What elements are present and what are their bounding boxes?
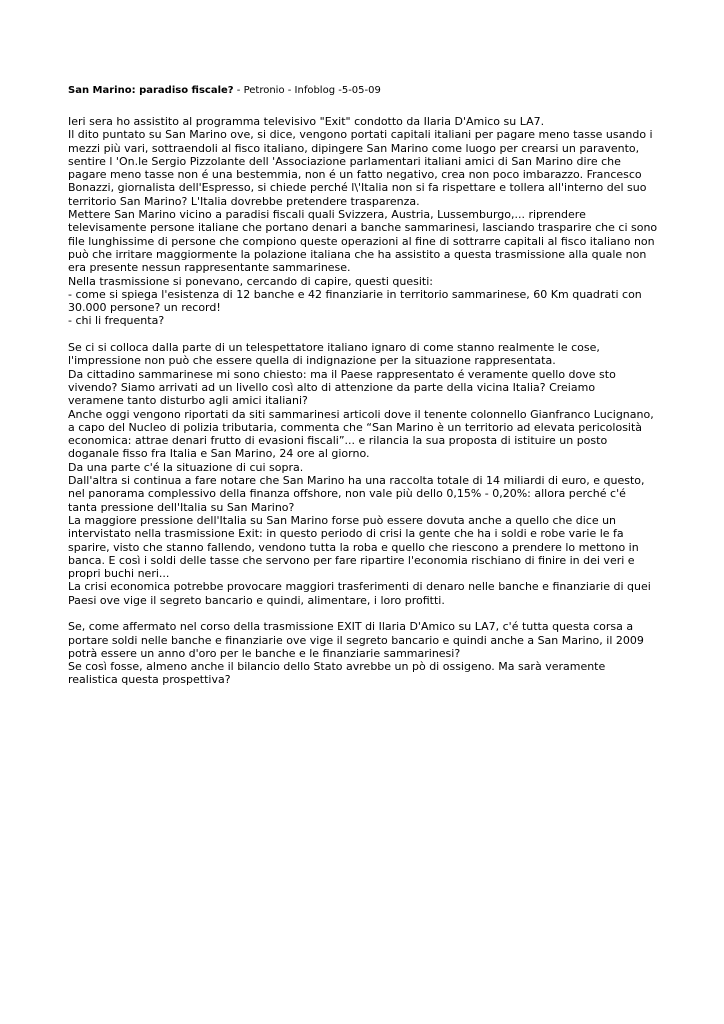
text-line: - chi li frequenta? [68,314,165,328]
text-line: portare soldi nelle banche e finanziarie ove vige il segreto bancario e quindi anche a San Marino, il 2009 [68,633,644,647]
paragraph-spacer [68,607,660,620]
text-line: Anche oggi vengono riportati da siti sammarinesi articoli dove il tenente colonnello Gianfranco Lucignano, [68,407,654,421]
text-line: a capo del Nucleo di polizia tributaria, commenta che “San Marino è un territorio ad elevata pericolosità [68,420,643,434]
article-header [68,84,660,97]
text-line: l'impressione non può che essere quella di indignazione per la situazione rappresentata. [68,354,556,368]
text-line: - come si spiega l'esistenza di 12 banche e 42 finanziarie in territorio sammarinese, 60 Km quadrati con [68,287,642,301]
text-line: mezzi più vari, sottraendoli al fisco italiano, dipingere San Marino come luogo per crearsi un paravento, [68,141,640,155]
text-line: Da una parte c'é la situazione di cui sopra. [68,460,304,474]
text-line: La crisi economica potrebbe provocare maggiori trasferimenti di denaro nelle banche e finanziarie di quei [68,580,651,594]
article-byline: - Petronio - Infoblog -5-05-09 [233,85,381,96]
text-line: Nella trasmissione si ponevano, cercando di capire, questi quesiti: [68,274,433,288]
text-line: Se così fosse, almeno anche il bilancio dello Stato avrebbe un pò di ossigeno. Ma sarà veramente [68,660,606,674]
text-line: Se, come affermato nel corso della trasmissione EXIT di Ilaria D'Amico su LA7, c'é tutta questa corsa a [68,620,634,634]
article-body [68,84,660,687]
text-line: Se ci si colloca dalla parte di un telespettatore italiano ignaro di come stanno realmente le cose, [68,341,600,355]
text-line: banca. E così i soldi delle tasse che servono per fare ripartire l'economia rischiano di finire in dei veri e [68,553,635,567]
text-line: veramene tanto disturbo agli amici italiani? [68,394,308,408]
text-line: realistica questa prospettiva? [68,673,231,687]
text-line: Dall'altra si continua a fare notare che San Marino ha una raccolta totale di 14 miliardi di euro, e questo, [68,474,645,488]
article-paragraphs [68,115,660,687]
text-line: tanta pressione dell'Italia su San Marino? [68,500,295,514]
text-line: La maggiore pressione dell'Italia su San Marino forse può essere dovuta anche a quello che dice un [68,513,617,527]
text-line: intervistato nella trasmissione Exit: in questo periodo di crisi la gente che ha i soldi e robe varie le fa [68,527,624,541]
text-line: Paesi ove vige il segreto bancario e quindi, alimentare, i loro profitti. [68,593,445,607]
text-line: propri buchi neri... [68,567,170,581]
text-line: pagare meno tasse non é una bestemmia, non é un fatto negativo, crea non poco imbarazzo. Francesco [68,168,642,182]
text-line: Ieri sera ho assistito al programma televisivo "Exit" condotto da Ilaria D'Amico su LA7. [68,115,545,128]
text-line: era presente nessun rappresentante sammarinese. [68,261,351,275]
paragraph [68,620,660,686]
text-line: economica: attrae denari frutto di evasioni fiscali”... e rilancia la sua proposta di istituire un posto [68,434,608,448]
text-line: doganale fisso fra Italia e San Marino, 24 ore al giorno. [68,447,370,461]
text-line: Mettere San Marino vicino a paradisi fiscali quali Svizzera, Austria, Lussemburgo,... riprendere [68,208,586,222]
text-line: può che irritare maggiormente la polazione italiana che ha assistito a questa trasmissione alla quale non [68,247,647,261]
paragraph [68,341,660,607]
text-line: sparire, visto che stanno fallendo, vendono tutta la roba e quello che riescono a prendere lo mettono in [68,540,639,554]
text-line: potrà essere un anno d'oro per le banche e le finanziarie sammarinesi? [68,646,461,660]
text-line: sentire l 'On.le Sergio Pizzolante dell 'Associazione parlamentari italiani amici di San Marino dire che [68,154,621,168]
paragraph [68,115,660,328]
text-line: Bonazzi, giornalista dell'Espresso, si chiede perché l\'Italia non si fa rispettare e tollera all'interno del suo [68,181,647,195]
text-line: territorio San Marino? L'Italia dovrebbe pretendere trasparenza. [68,194,420,208]
paragraph-spacer [68,328,660,341]
text-line: televisamente persone italiane che portano denari a banche sammarinesi, lasciando trasparire che ci sono [68,221,658,235]
text-line: Il dito puntato su San Marino ove, si dice, vengono portati capitali italiani per pagare meno tasse usando i [68,128,653,142]
text-line: nel panorama complessivo della finanza offshore, non vale più dello 0,15% - 0,20%: allora perché c'é [68,487,626,501]
article-title: San Marino: paradiso fiscale? [68,85,234,96]
text-line: file lunghissime di persone che compiono queste operazioni al fine di sottrarre capitali al fisco italiano non [68,234,655,248]
text-line: vivendo? Siamo arrivati ad un livello così alto di attenzione da parte della vicina Italia? Creiamo [68,380,596,394]
text-line: 30.000 persone? un record! [68,301,221,315]
text-line: Da cittadino sammarinese mi sono chiesto: ma il Paese rappresentato é veramente quello dove sto [68,367,616,381]
